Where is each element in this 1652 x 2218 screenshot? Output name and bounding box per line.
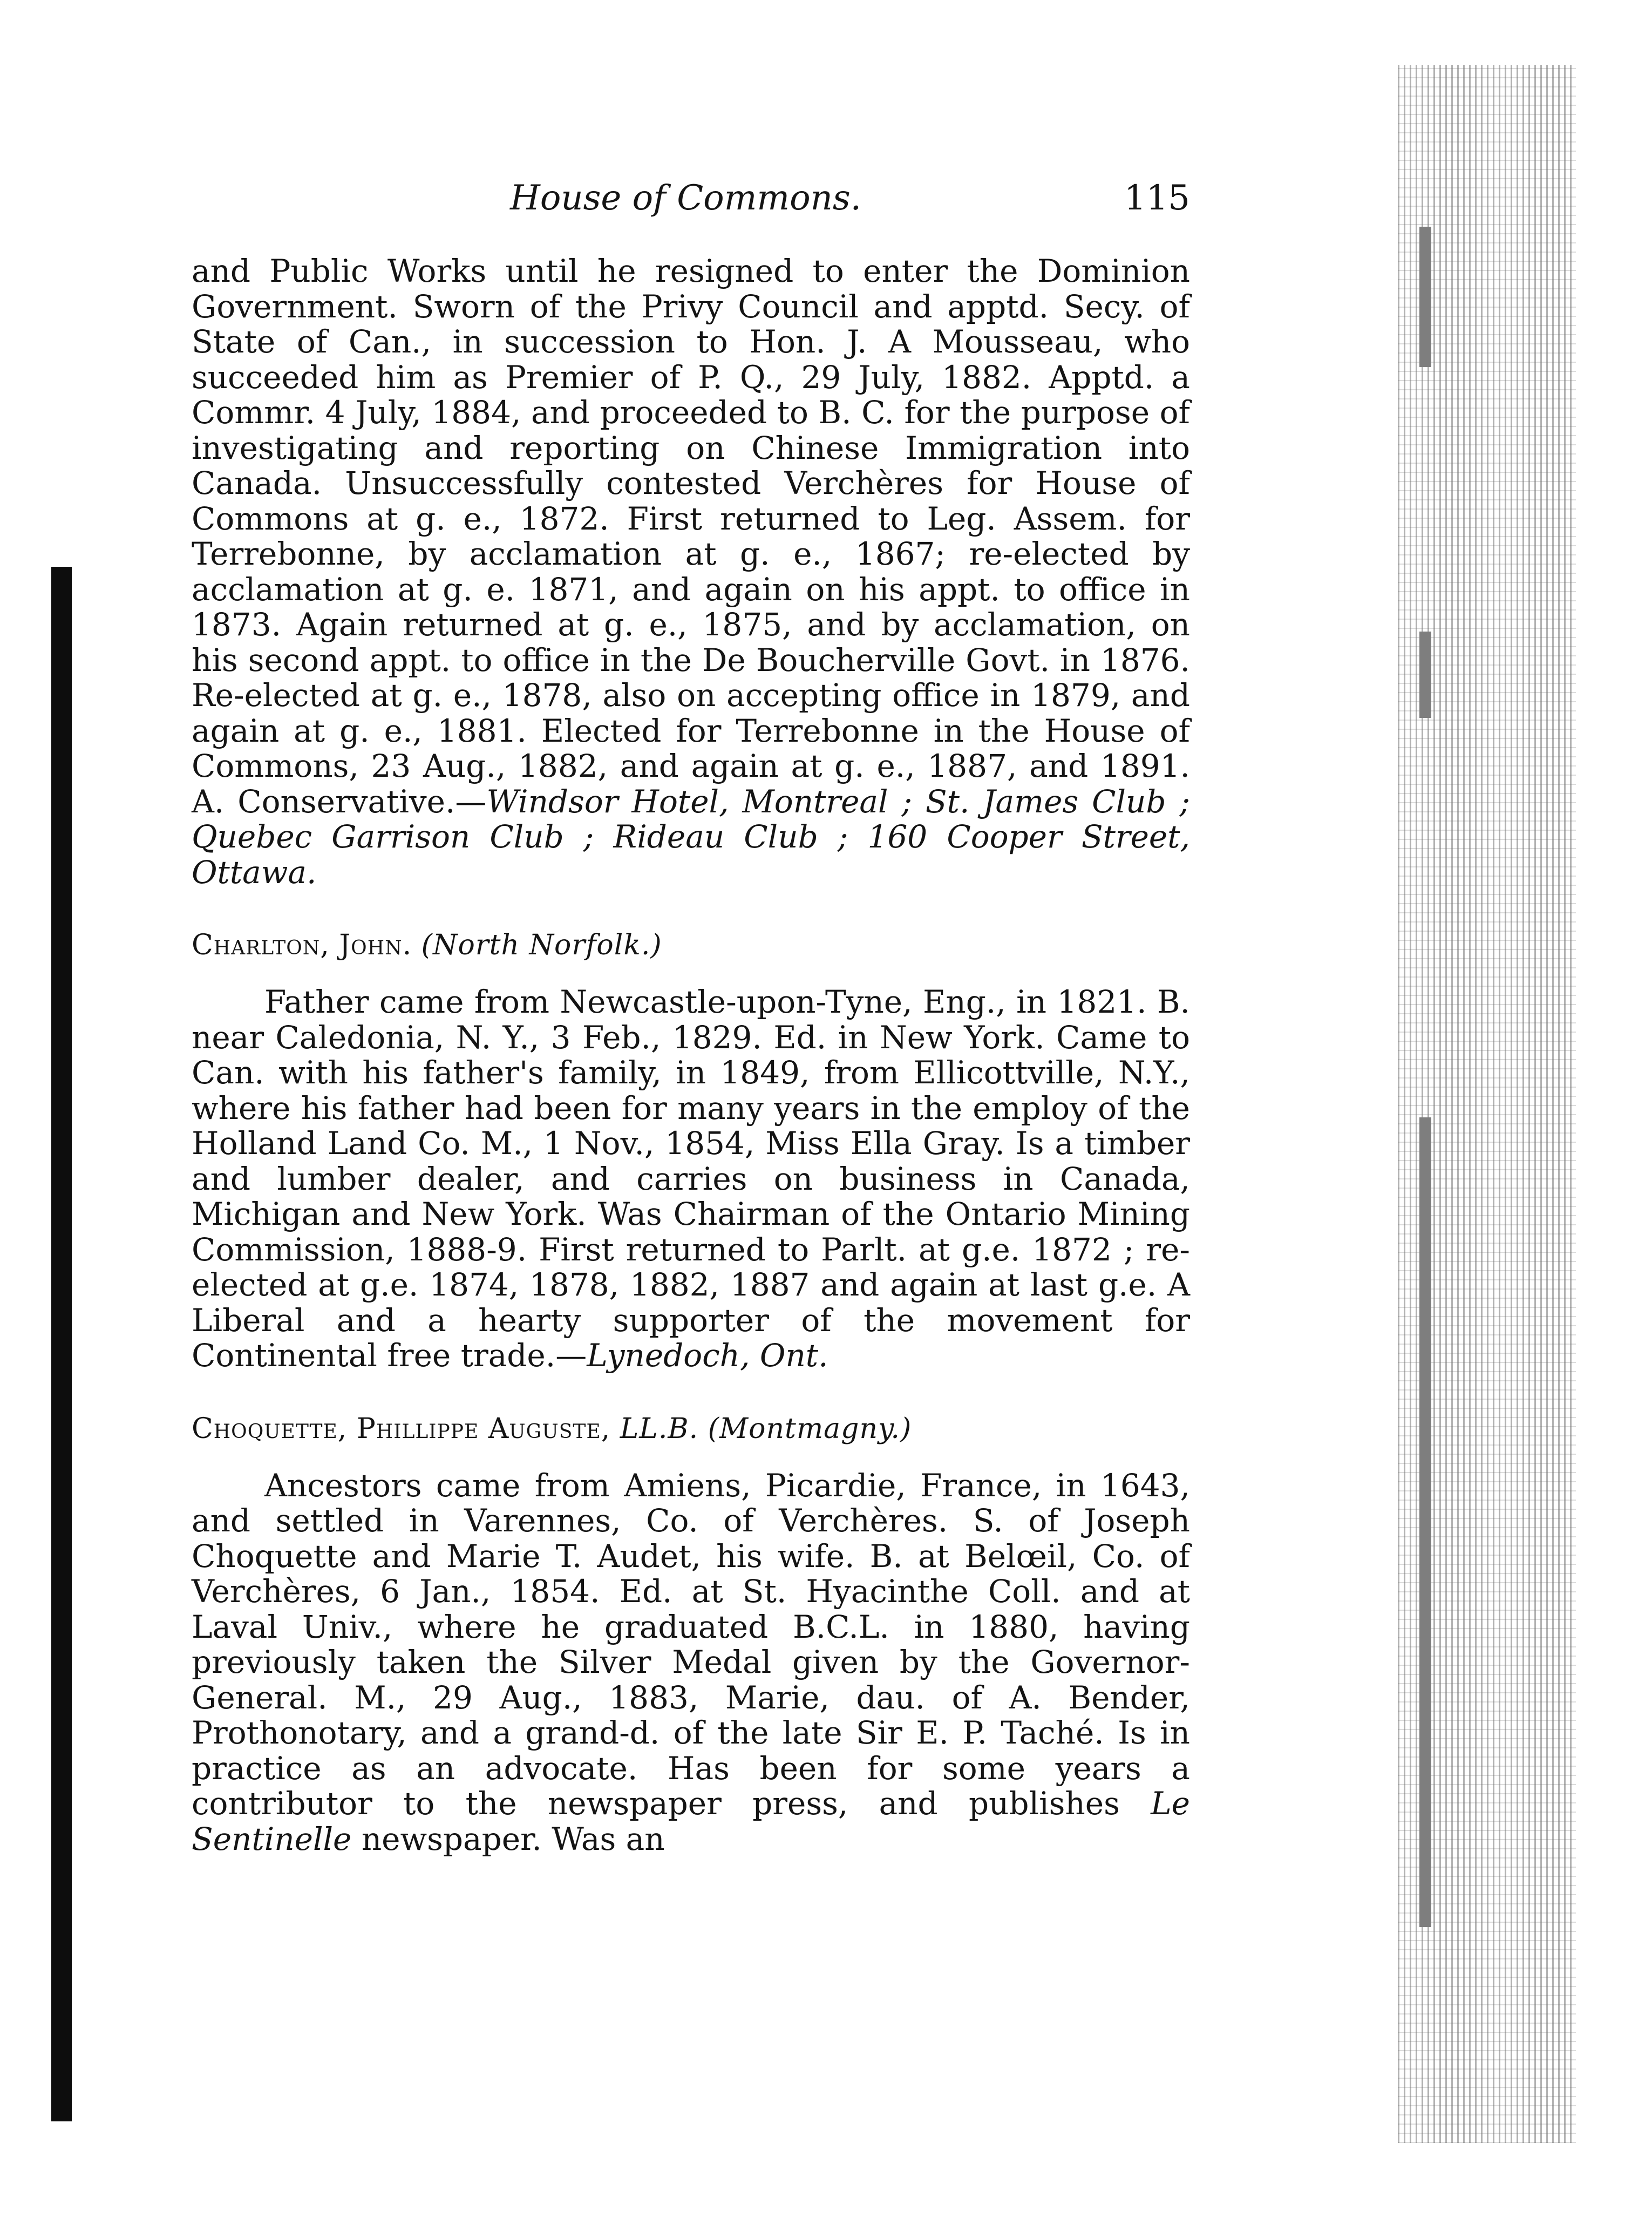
spacer	[192, 1447, 1190, 1468]
entry-text: Ancestors came from Amiens, Picardie, France, in 1643, and settled in Varennes, Co. of Verchères. S. of Joseph Choquette and Marie T. Audet, his wife. B. at Belœil, Co. of Verchères, 6 Jan., 1854. Ed. at St. Hyacinthe Coll. and at Laval Univ., where he graduated B.C.L. in 1880, having previously taken the Silver Medal given by the Governor-General. M., 29 Aug., 1883, Marie, dau. of A. Bender, Prothonotary, and a grand-d. of the late Sir E. P. Taché. Is in practice as an advocate. Has been for some years a contributor to the newspaper press, and publishes	[192, 1467, 1190, 1822]
spacer	[192, 1374, 1190, 1412]
entry-name: Charlton, John.	[192, 929, 412, 961]
entry-constituency: (North Norfolk.)	[421, 929, 662, 961]
running-head: House of Commons.	[510, 178, 861, 218]
entry-body-choquette	[192, 1468, 1190, 1857]
continuation-address: Windsor Hotel, Montreal ; St. James Club ; Quebec Garrison Club ; Rideau Club ; 160 Cooper Street, Ottawa.	[192, 783, 1190, 891]
page-binding-shadow-left	[51, 567, 72, 2121]
spacer	[192, 890, 1190, 928]
edge-mark	[1419, 632, 1431, 718]
continuation-paragraph	[192, 254, 1190, 890]
edge-mark	[1419, 1117, 1431, 1927]
entry-address: Lynedoch, Ont.	[587, 1337, 828, 1374]
entry-heading-charlton	[192, 928, 1190, 963]
entry-heading-choquette	[192, 1412, 1190, 1447]
entry-text: Father came from Newcastle-upon-Tyne, Eng., in 1821. B. near Caledonia, N. Y., 3 Feb., 1829. Ed. in New York. Came to Can. with his father's family, in 1849, from Ellicottville, N.Y., where his father had been for many years in the employ of the Holland Land Co. M., 1 Nov., 1854, Miss Ella Gray. Is a timber and lumber dealer, and carries on business in Canada, Michigan and New York. Was Chairman of the Ontario Mining Commission, 1888-9. First returned to Parlt. at g.e. 1872 ; re-elected at g.e. 1874, 1878, 1882, 1887 and again at last g.e. A Liberal and a hearty supporter of the movement for Continental free trade.—	[192, 983, 1190, 1374]
entry-name: Choquette, Phillippe Auguste,	[192, 1412, 611, 1445]
page-body	[192, 254, 1190, 1857]
entry-constituency: (Montmagny.)	[708, 1412, 912, 1445]
edge-mark	[1419, 227, 1431, 367]
entry-degree: LL.B.	[620, 1412, 699, 1445]
entry-body-charlton	[192, 985, 1190, 1374]
newspaper-title: Le Sentinelle	[192, 1785, 1190, 1857]
page-edge-shadow-right	[1398, 65, 1576, 2143]
spacer	[192, 963, 1190, 985]
entry-text-continued: newspaper. Was an	[361, 1820, 665, 1857]
continuation-text: and Public Works until he resigned to enter the Dominion Government. Sworn of the Privy Council and apptd. Secy. of State of Can., in succession to Hon. J. A Mousseau, who succeeded him as Premier of P. Q., 29 July, 1882. Apptd. a Commr. 4 July, 1884, and proceeded to B. C. for the purpose of investigating and reporting on Chinese Immigration into Canada. Unsuccessfully contested Verchères for House of Commons at g. e., 1872. First returned to Leg. Assem. for Terrebonne, by acclamation at g. e., 1867; re-elected by acclamation at g. e. 1871, and again on his appt. to office in 1873. Again returned at g. e., 1875, and by acclamation, on his second appt. to office in the De Boucherville Govt. in 1876. Re-elected at g. e., 1878, also on accepting office in 1879, and again at g. e., 1881. Elected for Terrebonne in the House of Commons, 23 Aug., 1882, and again at g. e., 1887, and 1891. A. Conservative.—	[192, 253, 1190, 820]
page-header	[192, 178, 1190, 227]
page-number: 115	[1124, 178, 1190, 218]
